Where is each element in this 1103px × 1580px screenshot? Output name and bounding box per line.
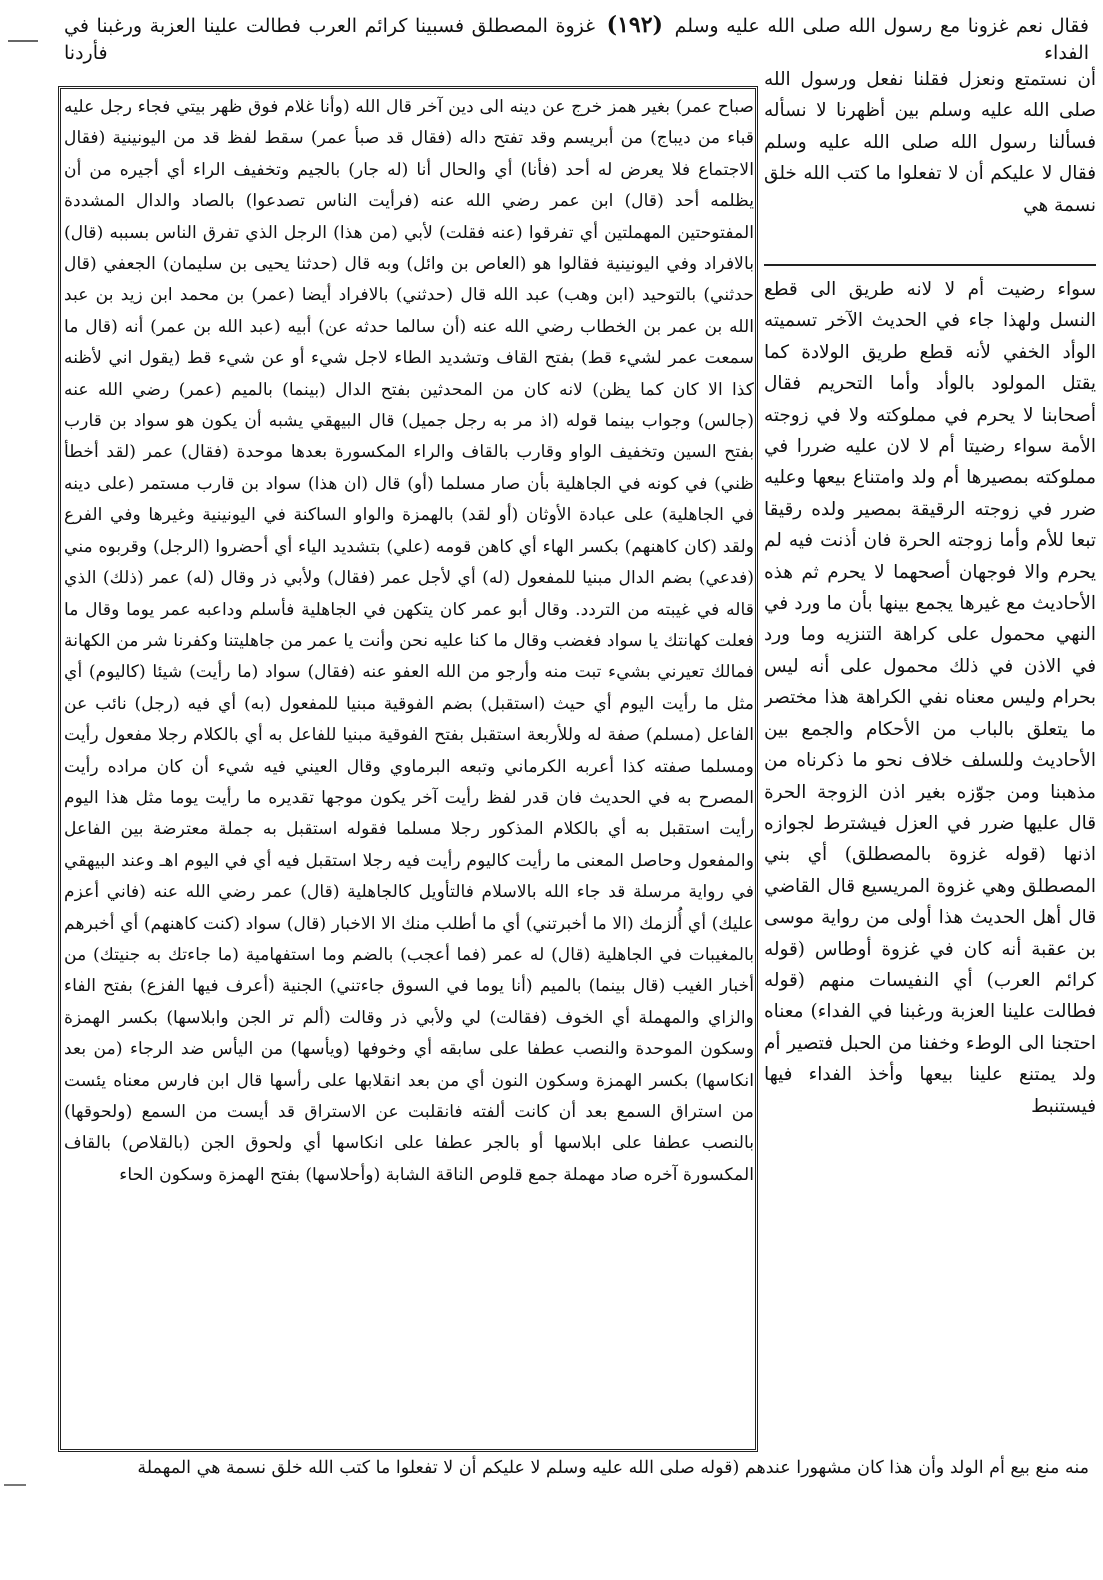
headline-text-after: غزوة المصطلق فسبينا كرائم العرب فطالت علينا العزبة ورغبنا في الفداء فأردنا [64,15,1089,64]
main-commentary-text: صباح عمر) بغير همز خرج عن دينه الى دين آخر قال الله (وأنا غلام فوق ظهر بيتي فجاء رجل عليه قباء من ديباج) من أبريسم وقد تفتح داله (فقال قد صبأ عمر) سقط لفظ قد من اليونينية (فقال الاجتماع فلا يعرض له أحد (فأنا) أي والحال أنا (له جار) بالجيم وتخفيف الراء أي أجيره من أن يظلمه أحد (قال) ابن عمر رضي الله عنه (فرأيت الناس تصدعوا) بالصاد والدال المشددة المفتوحتين المهملتين أي تفرقوا (عنه فقلت) لأبي (من هذا) الرجل الذي تفرق الناس بسببه (قال) بالافراد وفي اليونينية فقالوا هو (العاص بن وائل) وبه قال (حدثنا يحيى بن سليمان) الجعفي (قال حدثني) بالتوحيد (ابن وهب) عبد الله قال (حدثني) بالافراد أيضا (عمر) بن محمد ابن زيد بن عبد الله بن عمر بن الخطاب رضي الله عنه (أن سالما حدثه عن) أبيه (عبد الله بن عمر) أنه (قال ما سمعت عمر لشيء قط) بفتح القاف وتشديد الطاء لاجل شيء أو عن شيء قط (يقول اني لأظنه كذا الا كان كما يظن) لانه كان من المحدثين بفتح الدال (بينما) بالميم (عمر) رضي الله عنه (جالس) وجواب بينما قوله (اذ مر به رجل جميل) قال البيهقي يشبه أن يكون هو سواد بن قارب بفتح السين وتخفيف الواو وقارب بالقاف والراء المكسورة بعدها موحدة (فقال) عمر (لقد أخطأ ظني) في كونه في الجاهلية بأن صار مسلما (أو) قال (ان هذا) سواد بن قارب مستمر (على دينه في الجاهلية) على عبادة الأوثان (أو لقد) بالهمزة والواو الساكنة في اليونينية وغيرها وفي الفرع ولقد (كان كاهنهم) بكسر الهاء أي كاهن قومه (علي) بتشديد الياء أي أحضروا (الرجل) وقربوه مني (فدعي) بضم الدال مبنيا للمفعول (له) أي لأجل عمر (فقال) ولأبي ذر وقال (له) عمر (ذلك) الذي قاله في غيبته من التردد. وقال أبو عمر كان يتكهن في الجاهلية فأسلم وداعبه عمر يوما وقال ما فعلت كهانتك يا سواد فغضب وقال ما كنا عليه نحن وأنت يا عمر من جاهليتنا وكفرنا شر من الكهانة فمالك تعيرني بشيء تبت منه وأرجو من الله العفو عنه (فقال) سواد (ما رأيت) شيئا (كاليوم) أي مثل ما رأيت اليوم أي حيث (استقبل) بضم الفوقية مبنيا للمفعول (به) أي فيه (رجل) نائب عن الفاعل (مسلم) صفة له وللأربعة استقبل بفتح الفوقية مبنيا للفاعل به أي بالكلام رجلا مفعول رأيت ومسلما صفته كذا أعربه الكرماني وتبعه البرماوي وقال العيني فيه شيء أن كان مراده رأيت المصرح به في الحديث فان قدر لفظ رأيت آخر يكون موجها تقديره ما رأيت يوما مثل هذا اليوم رأيت استقبل به أي بالكلام المذكور رجلا مسلما فقوله استقبل به جملة معترضة بين الفاعل والمفعول وحاصل المعنى ما رأيت كاليوم رأيت فيه رجلا استقبل فيه أي في اليوم اهـ وعند البيهقي في رواية مرسلة قد جاء الله بالاسلام فالتأويل كالجاهلية (قال) عمر رضي الله عنه (فاني أعزم عليك) أي أُلزمك (الا ما أخبرتني) أي ما أطلب منك الا الاخبار (قال) سواد (كنت كاهنهم) أي أخبرهم بالمغيبات في الجاهلية (قال) له عمر (فما أعجب) بالضم وما استفهامية (ما جاءتك به جنيتك) من أخبار الغيب (قال بينما) بالميم (أنا يوما في السوق جاءتني) الجنية (أعرف فيها الفزع) بفتح الفاء والزاي والمهملة أي الخوف (فقالت) لي ولأبي ذر وقالت (ألم تر الجن وابلاسها) بكسر الهمزة وسكون الموحدة والنصب عطفا على سابقه أي وخوفها (ويأسها) من اليأس ضد الرجاء (من بعد انكاسها) بكسر الهمزة وسكون النون أي من بعد انقلابها على رأسها قال ابن فارس معناه يئست من استراق السمع بعد أن كانت ألفته فانقلبت عن الاستراق قد أيست من السمع (ولحوقها) بالنصب عطفا على ابلاسها أو بالجر عطفا على انكاسها أي ولحوق الجن (بالقلاص) بالقاف المكسورة آخره صاد مهملة جمع قلوص الناقة الشابة (وأحلاسها) بفتح الهمزة وسكون الحاء [64,97,754,1185]
scan-artifact [4,1484,26,1486]
side-divider [764,264,1096,266]
scan-artifact [8,40,38,42]
footer-text: منه منع بيع أم الولد وأن هذا كان مشهورا عندهم (قوله صلى الله عليه وسلم لا عليكم أن لا تفعلوا ما كتب الله خلق نسمة هي المهملة [137,1458,1089,1478]
side-hadith-body: أن نستمتع ونعزل فقلنا نفعل ورسول الله صلى الله عليه وسلم بين أظهرنا لا نسأله فسألنا رسول الله صلى الله عليه وسلم فقال لا عليكم أن لا تفعلوا ما كتب الله خلق نسمة هي [764,69,1096,216]
headline-text-before: فقال نعم غزونا مع رسول الله صلى الله عليه وسلم [674,15,1089,37]
side-commentary-text [764,274,1096,1450]
side-hadith-text [764,64,1096,260]
main-commentary-column [64,92,754,1446]
page-number: (١٩٢) [606,12,663,38]
page-footer [130,1452,1089,1486]
side-commentary-body: سواء رضيت أم لا لانه طريق الى قطع النسل ولهذا جاء في الحديث الآخر تسميته الوأد الخفي لأنه قطع طريق الولادة كما يقتل المولود بالوأد وأما التحريم فقال أصحابنا لا يحرم في مملوكته ولا في زوجته الأمة سواء رضيتا أم لا لان عليه ضررا في مملوكته بمصيرها أم ولد وامتناع بيعها وعليه ضرر في زوجته الرقيقة بمصير ولده رقيقا تبعا للأم وأما زوجته الحرة فان أذنت فيه لم يحرم والا فوجهان أصحهما لا يحرم ثم هذه الأحاديث مع غيرها يجمع بينها بأن ما ورد في النهي محمول على كراهة التنزيه وما ورد في الاذن في ذلك محمول على أنه ليس بحرام وليس معناه نفي الكراهة هذا مختصر ما يتعلق بالباب من الأحكام والجمع بين الأحاديث وللسلف خلاف نحو ما ذكرناه من مذهبنا ومن جوّزه بغير اذن الزوجة الحرة قال عليها ضرر في العزل فيشترط لجوازه اذنها (قوله غزوة بالمصطلق) أي بني المصطلق وهي غزوة المريسيع قال القاضي قال أهل الحديث هذا أولى من رواية موسى بن عقبة أنه كان في غزوة أوطاس (قوله كرائم العرب) أي النفيسات منهم (قوله فطالت علينا العزبة ورغبنا في الفداء) معناه احتجنا الى الوطء وخفنا من الحبل فتصير أم ولد يمتنع علينا بيعها وأخذ الفداء فيها فيستنبط [764,279,1096,1117]
side-column [764,58,1096,1458]
